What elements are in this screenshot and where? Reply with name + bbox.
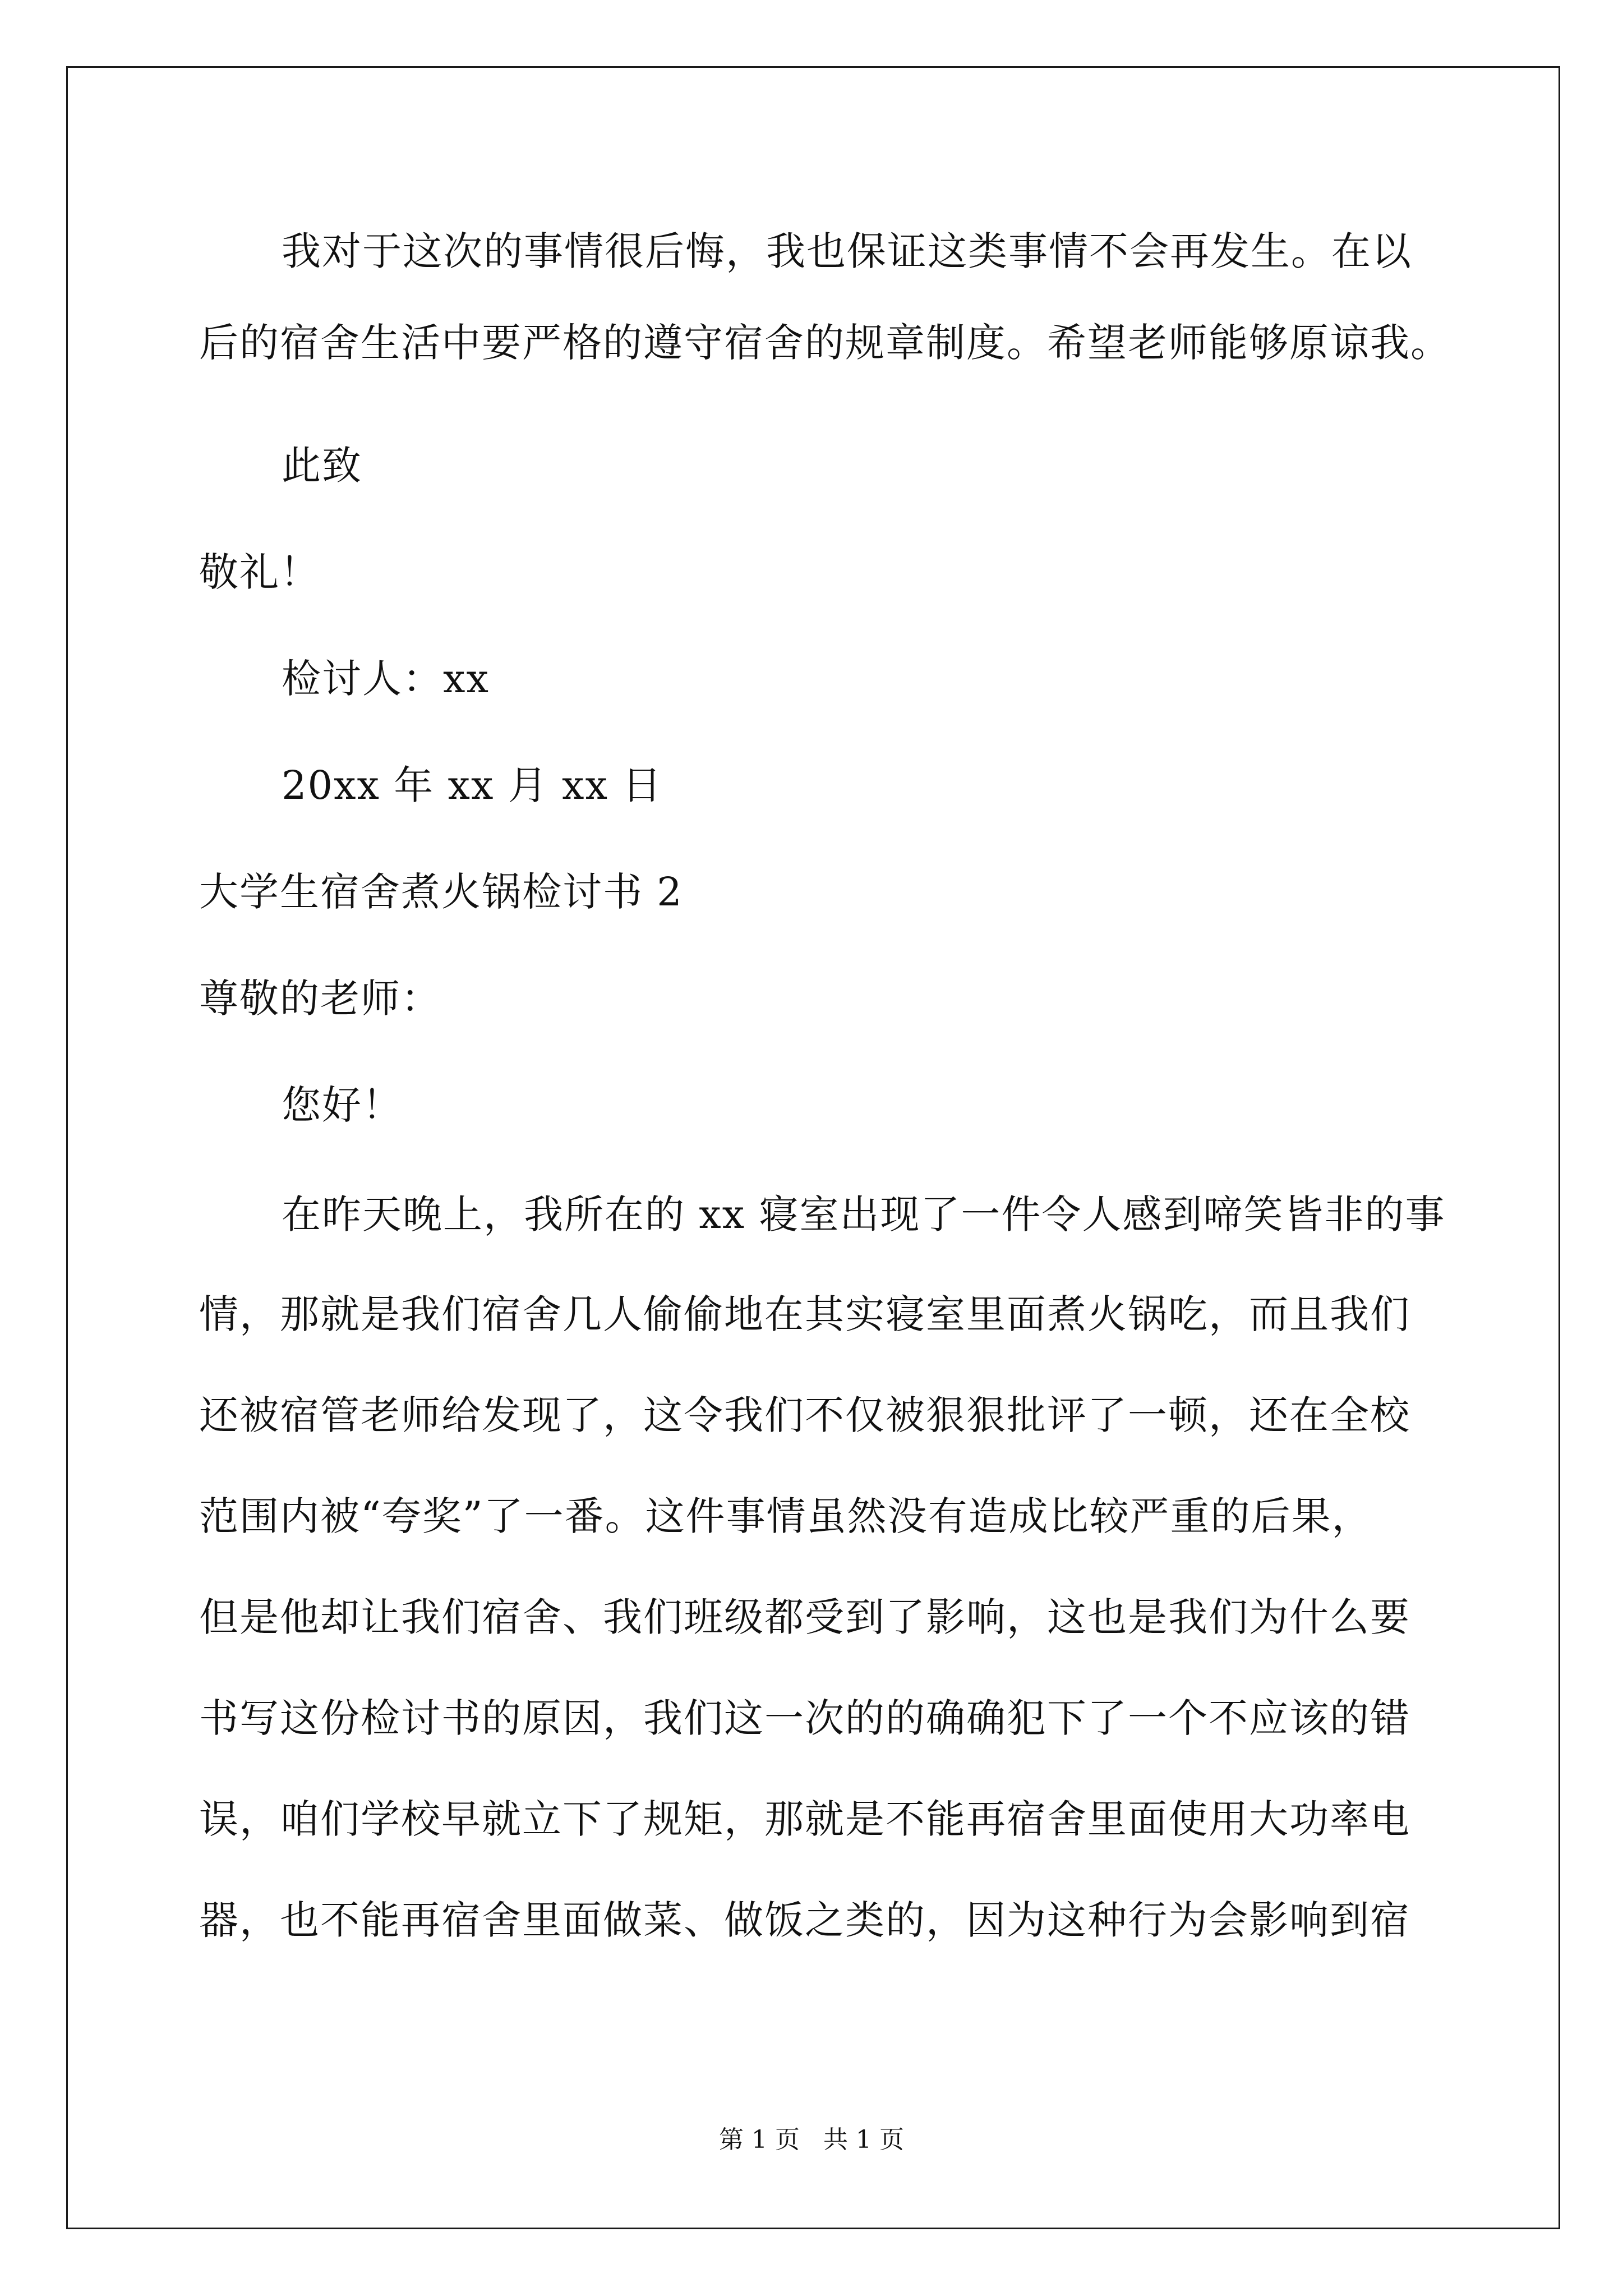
paragraph-line: 我对于这次的事情很后悔，我也保证这类事情不会再发生。在以 <box>282 228 1412 274</box>
signature-author: 检讨人：xx <box>282 656 490 702</box>
paragraph-line: 情，那就是我们宿舍几人偷偷地在其实寝室里面煮火锅吃，而且我们 <box>199 1291 1410 1337</box>
paragraph-line: 后的宿舍生活中要严格的遵守宿舍的规章制度。希望老师能够原谅我。 <box>199 320 1451 366</box>
paragraph-line: 但是他却让我们宿舍、我们班级都受到了影响，这也是我们为什么要 <box>199 1594 1410 1640</box>
page-footer: 第 1 页 共 1 页 <box>719 2125 904 2154</box>
paragraph-line: 器，也不能再宿舍里面做菜、做饭之类的，因为这种行为会影响到宿 <box>199 1897 1410 1943</box>
closing-salutation: 此致 <box>282 443 362 489</box>
paragraph-line: 书写这份检讨书的原因，我们这一次的的确确犯下了一个不应该的错 <box>199 1695 1410 1741</box>
greeting-recipient: 尊敬的老师： <box>199 976 441 1022</box>
section-title: 大学生宿舍煮火锅检讨书 2 <box>199 869 683 915</box>
closing-regards: 敬礼！ <box>199 549 320 595</box>
paragraph-line: 还被宿管老师给发现了，这令我们不仅被狠狠批评了一顿，还在全校 <box>199 1392 1410 1438</box>
signature-date: 20xx 年 xx 月 xx 日 <box>282 762 663 808</box>
paragraph-line: 误，咱们学校早就立下了规矩，那就是不能再宿舍里面使用大功率电 <box>199 1796 1410 1842</box>
greeting: 您好！ <box>282 1082 403 1128</box>
paragraph-line: 范围内被“夸奖”了一番。这件事情虽然没有造成比较严重的后果， <box>199 1493 1372 1539</box>
paragraph-line: 在昨天晚上，我所在的 xx 寝室出现了一件令人感到啼笑皆非的事 <box>282 1191 1446 1237</box>
